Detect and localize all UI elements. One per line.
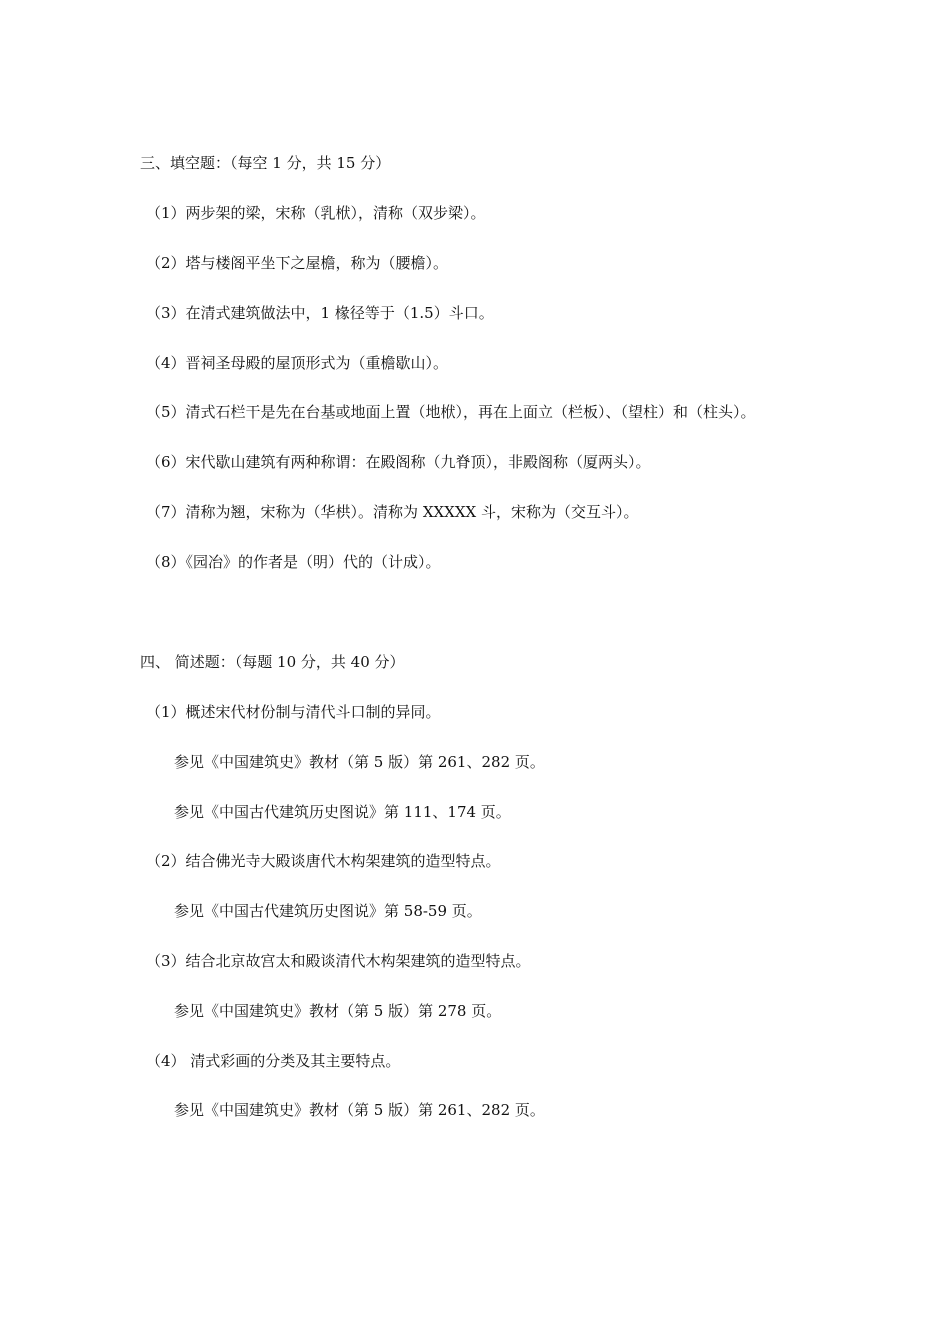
fill-blank-item-3: （3）在清式建筑做法中，1 椽径等于（1.5）斗口。: [146, 304, 494, 322]
reference-line: 参见《中国建筑史》教材（第 5 版）第 278 页。: [174, 1002, 502, 1020]
reference-line: 参见《中国古代建筑历史图说》第 58-59 页。: [174, 902, 482, 920]
section-4-heading: 四、 简述题：（每题 10 分，共 40 分）: [140, 653, 405, 671]
fill-blank-item-5: （5）清式石栏干是先在台基或地面上置（地栿），再在上面立（栏板）、（望柱）和（柱头）。: [146, 403, 756, 421]
fill-blank-item-1: （1）两步架的梁，宋称（乳栿），清称（双步梁）。: [146, 204, 486, 222]
reference-line: 参见《中国古代建筑历史图说》第 111、174 页。: [174, 803, 511, 821]
short-answer-question-1: （1）概述宋代材份制与清代斗口制的异同。: [146, 703, 441, 721]
reference-line: 参见《中国建筑史》教材（第 5 版）第 261、282 页。: [174, 1101, 545, 1119]
reference-line: 参见《中国建筑史》教材（第 5 版）第 261、282 页。: [174, 753, 545, 771]
fill-blank-item-6: （6）宋代歇山建筑有两种称谓：在殿阁称（九脊顶），非殿阁称（厦两头）。: [146, 453, 651, 471]
fill-blank-item-8: （8）《园冶》的作者是（明）代的（计成）。: [146, 553, 441, 571]
short-answer-question-2: （2）结合佛光寺大殿谈唐代木构架建筑的造型特点。: [146, 852, 501, 870]
fill-blank-item-7: （7）清称为翘，宋称为（华栱）。清称为 XXXXX 斗，宋称为（交互斗）。: [146, 503, 639, 521]
short-answer-question-3: （3）结合北京故宫太和殿谈清代木构架建筑的造型特点。: [146, 952, 531, 970]
fill-blank-item-2: （2）塔与楼阁平坐下之屋檐，称为（腰檐）。: [146, 254, 449, 272]
fill-blank-item-4: （4）晋祠圣母殿的屋顶形式为（重檐歇山）。: [146, 354, 449, 372]
section-3-heading: 三、填空题：（每空 1 分，共 15 分）: [140, 154, 391, 172]
short-answer-question-4: （4） 清式彩画的分类及其主要特点。: [146, 1052, 401, 1070]
